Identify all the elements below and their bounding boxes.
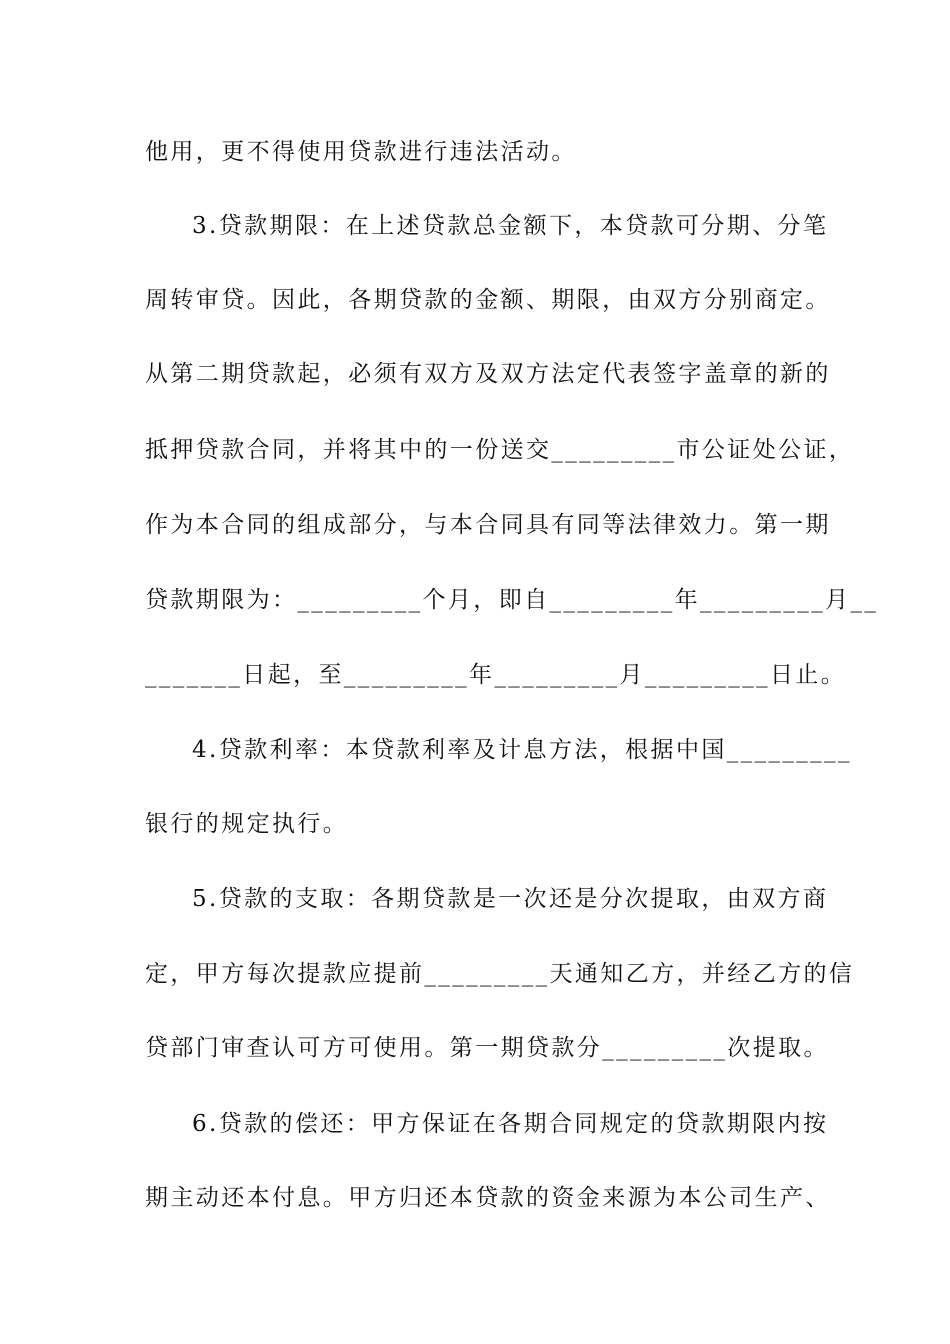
text-line: 贷部门审查认可方可使用。第一期贷款分_________次提取。 — [145, 1035, 829, 1061]
text-line: 定，甲方每次提款应提前_________天通知乙方，并经乙方的信 — [145, 961, 855, 987]
text-line: 期主动还本付息。甲方归还本贷款的资金来源为本公司生产、 — [145, 1185, 831, 1211]
text-line: 周转审贷。因此，各期贷款的金额、期限，由双方分别商定。 — [145, 287, 831, 313]
text-line: 作为本合同的组成部分，与本合同具有同等法律效力。第一期 — [145, 512, 831, 538]
section-3-heading-line: 3.贷款期限：在上述贷款总金额下，本贷款可分期、分笔 — [192, 213, 829, 239]
text-line: 他用，更不得使用贷款进行违法活动。 — [145, 139, 577, 165]
section-6-heading-line: 6.贷款的偿还：甲方保证在各期合同规定的贷款期限内按 — [192, 1111, 829, 1137]
text-line: 银行的规定执行。 — [145, 811, 349, 837]
section-5-heading-line: 5.贷款的支取：各期贷款是一次还是分次提取，由双方商 — [192, 886, 829, 912]
section-4-heading-line: 4.贷款利率：本贷款利率及计息方法，根据中国_________ — [192, 737, 852, 763]
text-line: _______日起，至_________年_________月_________日止。 — [145, 662, 847, 688]
text-line: 抵押贷款合同，并将其中的一份送交_________市公证处公证， — [145, 437, 855, 463]
text-line: 从第二期贷款起，必须有双方及双方法定代表签字盖章的新的 — [145, 361, 831, 387]
text-line: 贷款期限为：_________个月，即自_________年_________月__ — [145, 587, 879, 613]
